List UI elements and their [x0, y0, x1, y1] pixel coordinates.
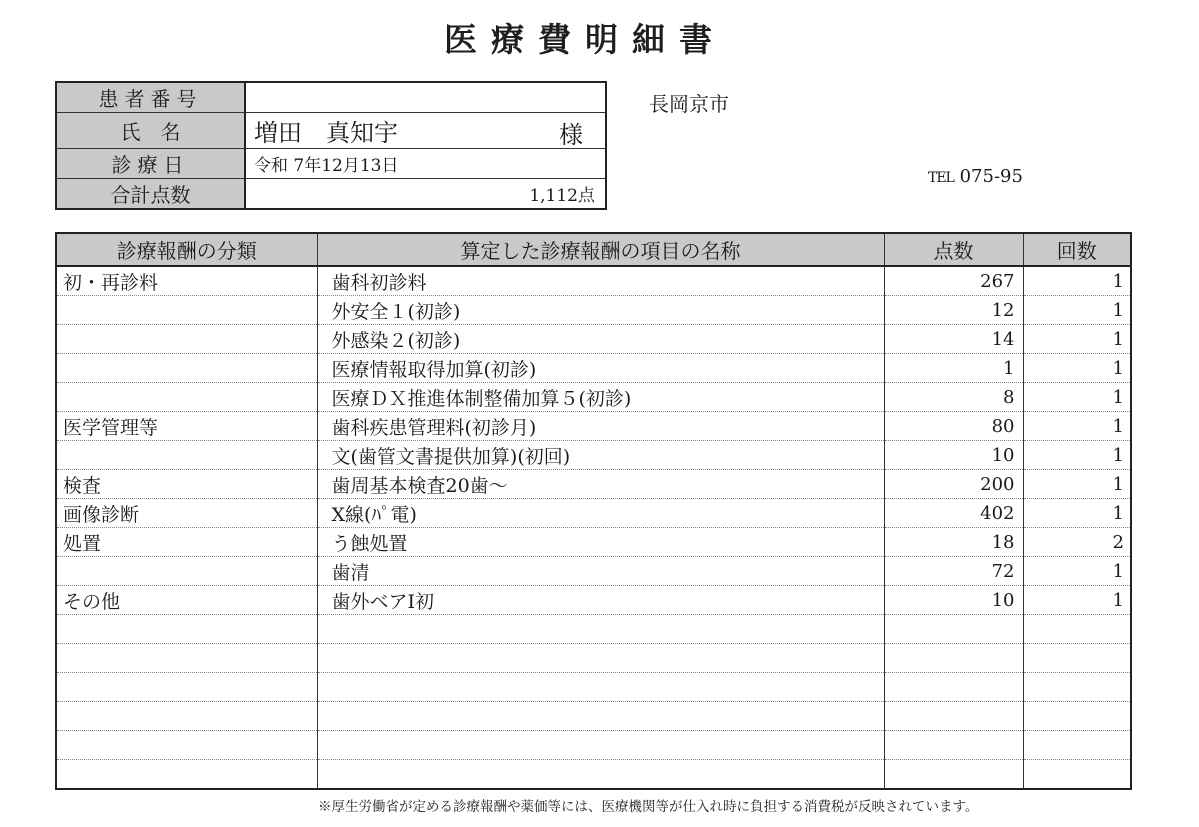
row-count: 1: [1023, 296, 1131, 325]
row-count: [1023, 731, 1131, 760]
table-row: [56, 383, 1131, 412]
visit-date-label: 診療日: [56, 149, 245, 179]
table-row: [56, 296, 1131, 325]
row-count: [1023, 615, 1131, 644]
row-category: 初・再診料: [56, 266, 317, 296]
row-points: [884, 731, 1023, 760]
clinic-tel: [928, 166, 1023, 187]
row-count: 1: [1023, 325, 1131, 354]
row-points: [884, 702, 1023, 731]
row-category: [56, 644, 317, 673]
row-category: [56, 296, 317, 325]
patient-number-label: 患者番号: [56, 82, 245, 113]
row-item: X線(ﾊﾟ電): [317, 499, 884, 528]
patient-name-label: 氏 名: [56, 113, 245, 149]
row-category: [56, 441, 317, 470]
table-row: [56, 760, 1131, 790]
row-points: 72: [884, 557, 1023, 586]
patient-number-value: [245, 82, 606, 113]
patient-name-row: [56, 113, 606, 149]
table-row: [56, 499, 1131, 528]
header-points: 点数: [884, 233, 1023, 266]
row-category: その他: [56, 586, 317, 615]
row-points: 10: [884, 586, 1023, 615]
row-item: [317, 760, 884, 790]
row-category: [56, 702, 317, 731]
row-points: 12: [884, 296, 1023, 325]
row-points: [884, 615, 1023, 644]
row-item: 医療ＤＸ推進体制整備加算５(初診): [317, 383, 884, 412]
row-category: [56, 557, 317, 586]
row-points: [884, 644, 1023, 673]
row-item: 外感染２(初診): [317, 325, 884, 354]
fee-detail-body: [56, 266, 1131, 789]
fee-detail-header-row: [56, 233, 1131, 266]
row-points: 14: [884, 325, 1023, 354]
row-count: 1: [1023, 557, 1131, 586]
row-item: [317, 615, 884, 644]
table-row: [56, 731, 1131, 760]
document-title: 医療費明細書: [444, 20, 726, 59]
row-count: 1: [1023, 470, 1131, 499]
patient-number-row: [56, 82, 606, 113]
row-item: う蝕処置: [317, 528, 884, 557]
row-category: [56, 383, 317, 412]
patient-name-value: 増田 真知宇: [254, 119, 398, 147]
table-row: [56, 644, 1131, 673]
row-category: [56, 354, 317, 383]
row-count: [1023, 702, 1131, 731]
row-count: 2: [1023, 528, 1131, 557]
row-count: [1023, 760, 1131, 790]
row-item: 歯科疾患管理料(初診月): [317, 412, 884, 441]
row-category: 検査: [56, 470, 317, 499]
row-points: 8: [884, 383, 1023, 412]
row-item: 歯外ベアⅠ初: [317, 586, 884, 615]
table-row: [56, 325, 1131, 354]
row-count: [1023, 644, 1131, 673]
row-category: [56, 325, 317, 354]
row-count: 1: [1023, 383, 1131, 412]
total-points-row: [56, 179, 606, 210]
table-row: [56, 528, 1131, 557]
row-category: [56, 615, 317, 644]
row-points: [884, 760, 1023, 790]
table-row: [56, 615, 1131, 644]
table-row: [56, 412, 1131, 441]
visit-date-row: [56, 149, 606, 179]
patient-info-table: [55, 81, 607, 210]
row-points: 1: [884, 354, 1023, 383]
total-points-value: 1,112点: [245, 179, 606, 210]
row-points: 402: [884, 499, 1023, 528]
table-row: [56, 586, 1131, 615]
header-count: 回数: [1023, 233, 1131, 266]
row-count: 1: [1023, 499, 1131, 528]
table-row: [56, 702, 1131, 731]
table-row: [56, 354, 1131, 383]
row-count: 1: [1023, 266, 1131, 296]
row-points: 267: [884, 266, 1023, 296]
total-points-label: 合計点数: [56, 179, 245, 210]
header-item: 算定した診療報酬の項目の名称: [317, 233, 884, 266]
visit-date-value: 令和 7年12月13日: [245, 149, 606, 179]
row-item: 歯清: [317, 557, 884, 586]
row-item: 歯科初診料: [317, 266, 884, 296]
row-item: 文(歯管文書提供加算)(初回): [317, 441, 884, 470]
row-category: 処置: [56, 528, 317, 557]
row-item: [317, 644, 884, 673]
row-points: 80: [884, 412, 1023, 441]
row-count: 1: [1023, 441, 1131, 470]
clinic-city: 長岡京市: [649, 92, 729, 116]
tel-label: TEL: [928, 170, 954, 186]
header-category: 診療報酬の分類: [56, 233, 317, 266]
row-item: [317, 731, 884, 760]
row-points: [884, 673, 1023, 702]
row-count: 1: [1023, 354, 1131, 383]
row-item: [317, 702, 884, 731]
row-item: 外安全１(初診): [317, 296, 884, 325]
fee-detail-table: [55, 232, 1132, 790]
row-category: 画像診断: [56, 499, 317, 528]
row-item: [317, 673, 884, 702]
table-row: [56, 557, 1131, 586]
table-row: [56, 470, 1131, 499]
row-points: 10: [884, 441, 1023, 470]
row-points: 18: [884, 528, 1023, 557]
table-row: [56, 266, 1131, 296]
table-row: [56, 673, 1131, 702]
row-count: 1: [1023, 586, 1131, 615]
row-category: 医学管理等: [56, 412, 317, 441]
patient-name-honorific: 様: [559, 121, 583, 149]
row-category: [56, 731, 317, 760]
row-category: [56, 760, 317, 790]
row-points: 200: [884, 470, 1023, 499]
tel-value: 075-95: [959, 166, 1023, 187]
row-item: 歯周基本検査20歯～: [317, 470, 884, 499]
row-item: 医療情報取得加算(初診): [317, 354, 884, 383]
footnote: ※厚生労働省が定める診療報酬や薬価等には、医療機関等が仕入れ時に負担する消費税が反映されています。: [318, 799, 979, 815]
table-row: [56, 441, 1131, 470]
row-count: [1023, 673, 1131, 702]
patient-name-cell: [245, 113, 606, 149]
row-count: 1: [1023, 412, 1131, 441]
row-category: [56, 673, 317, 702]
